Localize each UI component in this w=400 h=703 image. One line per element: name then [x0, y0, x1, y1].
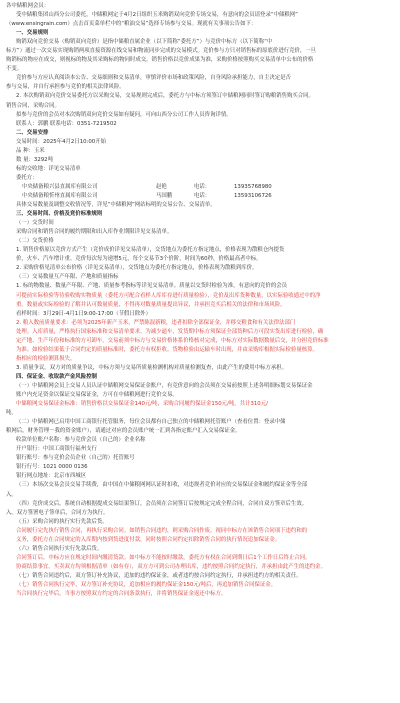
section-3-line: 采购合同和销售合同的履约期限和出入库作业期限详见交易清单。 — [16, 229, 173, 236]
consignor-row — [6, 192, 394, 201]
section-4-line: （七）销售合同执行完毕，双方签订补充协议，追加相应的履约保证金150元/吨后，再追加销售合同保证金。 — [16, 582, 277, 588]
intro-line: 受中储粮集团山西分公司委托，中储粮网定于4月2日组织玉米购销双向竞价专场交易，有意向的会员请登录“中储粮网” — [16, 12, 298, 19]
section-1-line: 不变。 — [6, 66, 23, 73]
section-3-line: 1. 标的物数量、数量产年限、产地、质量参考指标等详见交易清单。质量以交货时检验为准，有意向的竞价的会员 — [16, 283, 287, 290]
section-2-note: 具体交易数量及调整交收情况等，详见“中储粮网”网站标明的交易公告、交易清单。 — [16, 202, 216, 209]
section-2-line: 数 量：3292吨 — [16, 156, 53, 163]
section-2-line: 委托方： — [16, 174, 38, 181]
section-4-line: 收款单位账户名称：参与竞价会员（自己的）企业名称 — [16, 437, 146, 444]
section-3-line: 2. 采购价格见清单公布价格（详见交易清单），交货地点为委托方指定地点，价格表现为散粮到库价。 — [16, 265, 258, 272]
section-3-body — [6, 219, 394, 373]
intro-line: （www.ensingrain.com）点击首页菜单栏中的“粮油交易”选择专场参与交易。现就有关事项公告如下： — [6, 21, 257, 28]
section-4-line: 入。 — [6, 491, 17, 498]
intro-block — [6, 11, 394, 29]
section-3-line: 指相应的检验测算损失。 — [16, 355, 76, 362]
consignor-phone-label: 电话： — [194, 192, 211, 199]
consignor-list — [6, 183, 394, 201]
section-1-title: 一、交易规则 — [16, 30, 49, 37]
section-4-line: 粮网后，财务管理－我的资金账户），请通过对应的会员账户统一汇到各指定账户汇入交易保证金。 — [6, 428, 241, 435]
section-3-line: （一）交货时间 — [16, 220, 54, 227]
section-4-line: 银行行号：1021 0000 0136 — [16, 464, 88, 471]
section-4-line: 银行网点地址：北京市西城区 — [16, 473, 87, 480]
section-4-line: （六）销售合同执行实行先款后货。 — [16, 545, 103, 552]
section-4-line: 中储粮网交易保证金标准：销售价格以交易保证金140元/吨，采购合同履约保证金150元/吨，共计310元/ — [16, 401, 268, 408]
consignor-phone: 13935768980 — [234, 183, 272, 190]
section-1-line: 标方”）通过一次交易实现购销两项直接资源在线交易和物流同步完成的交易模式。竞价参与方只对销售标的原底价进行竞价，一旦 — [6, 48, 317, 55]
section-3-line: （三）交易数量互产年限、产地和质量指标 — [16, 274, 119, 281]
section-3-line: （二）交货价格 — [16, 238, 54, 245]
section-3-title: 三、交易时间、价格及竞价标准规则 — [16, 211, 103, 218]
consignor-contact: 赵艳 — [156, 183, 167, 190]
section-4-line: （二）中储粮网已启用中国工商银行托管服务，每位会员都有自己独立的中储粮网托管账户（查看位置：登录中储 — [16, 419, 286, 426]
section-2-line: 标的交收地：详见交易清单 — [16, 165, 81, 172]
consignor-phone-label: 电话： — [194, 183, 211, 190]
section-4-line: 开户银行：中国工商银行福州支行 — [16, 446, 97, 453]
section-3-line: 3. 质量争议。双方对的质量争议，中标方须与交易所质量检测机构对质量检测复查，由此产生的费用中标方承担。 — [16, 364, 287, 371]
section-2-title: 二、交易安排 — [16, 129, 49, 136]
section-1-line: 购销标的物应在成交，则视标的物及其采购标的物同时成交。销售价格以竞价成果为准，采购价格按照购买交易清单中公布的价格 — [6, 57, 314, 64]
section-3-line: 可提前实际检验等待验收购实物质量（委托方可配合看样人库库存进行质量检验），竞价及出库货种数量，以实际验收通过中的净 — [16, 292, 321, 299]
section-4-line: 合同履行完先执行销售合同，再执行采购合同。如销售合同违约，则采购合同作废，视同中标方在该销售合同项下违约和的 — [16, 527, 308, 534]
section-1-line: 购销双向竞价交易（购销双向竞价）是指中储粮直属企业（以下简称“委托方”）与竞价中标方（以下简称“中 — [16, 39, 273, 46]
consignor-name: 中央储备粮兴县直属库有限公司 — [22, 183, 98, 190]
section-3-line: 为准。如检验结果低于合同约定的质量标准时，委托方有权拒收。货物检验由运输车时出现，并由采购库根据实际检验量核算。 — [16, 346, 318, 353]
section-2-line: 品 种：玉米 — [16, 147, 45, 154]
section-1-body — [6, 38, 394, 128]
section-1-line: 联系人：郭鹏 联系电话：0351-7219502 — [16, 120, 117, 127]
section-4-line: 吨。 — [6, 410, 17, 417]
section-3-line: 处理。入库质量，严格执行国家标准和交易清单要求。为减少逼车，发货期中标方须保证全部货种后方可段实货出库进行检验，确 — [16, 328, 324, 335]
section-4-line: （一）中储粮网会员上交易人员认证中储粮网交易保证金账户，有竞价意向的会员须在交易前按照上述各明细标划交易保证金 — [16, 382, 313, 389]
section-4-body — [6, 382, 394, 599]
section-4-line: 合同签订后，中标方应在规定时间内缴清货款。如中标方不能按时缴款，委托方有权在合同到期日后1个工作日后终止合同， — [16, 554, 311, 561]
section-1-line: 销售合同，采购合同。 — [6, 102, 60, 109]
section-4-line: 协商结算事宜。买卖双方均须根据清单（如有存），双方方可到公司办理出库，违约按照合同约定执行，并承担由此产生的违约金。 — [16, 563, 326, 570]
section-2-body — [6, 138, 394, 183]
section-4-line: （五）采购合同的执行实行先款后货。 — [16, 518, 108, 525]
section-4-line: 账户内充足资金以保证交易保证金，方可在中储粮网进行竞价交易。 — [16, 392, 178, 399]
section-4-line: 银行账号：参与竞价会员企业（自己的）托管账号 — [16, 455, 135, 462]
section-1-line: 拟参与竞价的会员对本次购销双向竞价交易如有疑问，可向山西分公司工作人员咨询详情。 — [16, 111, 232, 118]
section-2-line: 交易时间：2025年4月2日10:00开始 — [16, 138, 107, 145]
section-3-line: 看样时间：3月29日-4月1日9:00-17:00（节假日除外） — [16, 310, 151, 317]
salutation: 各中储粮网会员： — [6, 3, 50, 9]
section-3-line: 2. 粮入数前质量要求：必须为2025年新产玉米，严禁陈混新粮，违者扣除全部保证金，并移交粮食和有关法律法部门 — [16, 319, 296, 326]
section-4-line: （七）销售合同违约后，双方签订补充协议，追加的违约保证金，或者违约按合同约定执行，并承担违约方的相关责任。 — [16, 572, 302, 579]
section-3-line: 价，火车、汽车增计重。竞价每次每为递增5元，每个交易节3个价阶，时间为60秒，价格最高者中标。 — [16, 256, 262, 263]
section-3-line: 重。数量或实际检验的了解并认可数量质量，不得再对数量质量提出异议，并承担竞买后相关的法律和市场风险。 — [16, 301, 286, 308]
section-4-line: （四）竞价成交后，系统自动根据提成交易结果签订，会员须在合同签订后按规定完成全程合同，合同自双方签章后生效。 — [16, 500, 308, 507]
section-4-line: （三）本场次交易会员交易手续费，由中国在中储粮网网认证时扣收，对违规者竞价对应的交易保证金和履约保证金等全部 — [16, 482, 308, 489]
section-2-footer — [6, 201, 394, 210]
section-4-line: 入。双方签署电子签单后，合同方为执行。 — [6, 509, 109, 516]
section-1-line: 竞价参与方应认真阅读本公告、交易细则和交易清单，审慎评价市场和政策风险，自身风险承担能力，自主决定是否 — [16, 75, 291, 82]
section-3-line: 1. 销售价格原以竞价方式产生（竞价成价详见交易清单），交货地点为委托方指定地点，价格表现为散粮仓内提货 — [16, 247, 285, 254]
section-1-line: 2. 本次购销双向竞价交易委托方以采购交易，交易规则完成后，委托方与中标方须签订中储粮网同时签订购粮销售购买合同。 — [16, 93, 314, 100]
section-4-line: 当合同执行完毕后，当事方按照双方约定的合同条款执行，并将销售保证金返还中标方。 — [16, 591, 227, 598]
section-4-title: 四、保证金、收取款产金风险控制 — [16, 373, 97, 380]
consignor-row — [6, 183, 394, 192]
consignor-contact: 马国鹏 — [156, 192, 173, 199]
consignor-name: 中央储备粮忻州直属库有限公司 — [22, 192, 98, 199]
section-3-line: 定产地、生产年份和标准的方可卸车。交易前须中标方与交易价格体系价格核对完成，中标方对实际数据数量后交，并分担竞价标准 — [16, 337, 329, 344]
section-1-line: 参与交易，并自行承担参与竞价的相关法律风险。 — [6, 84, 125, 91]
consignor-phone: 13593106726 — [234, 192, 272, 199]
section-4-line: 义务，委托方在合同规定的入库期内按到货进度付款，同时按照合同约定扣除销售合同的执行情况追加保证金。 — [16, 536, 281, 543]
